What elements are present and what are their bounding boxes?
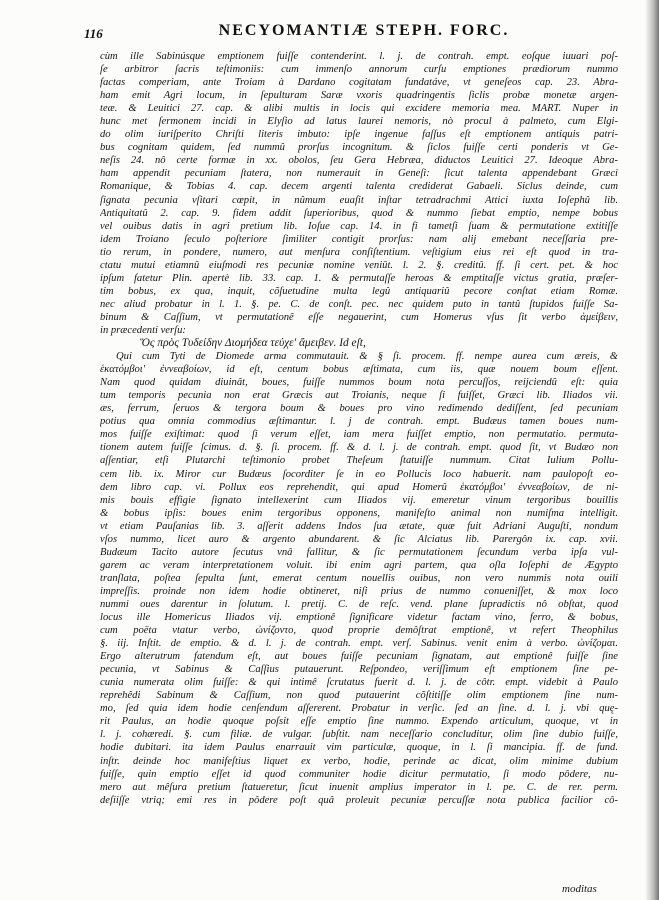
text-line: aſſentiar, etſi Plutarchi teſtimonio probet Theſeum ſtatuiſſe nummum. Citat Iulium Pollu- — [100, 455, 618, 467]
text-line: factas comperiam, ante Troiam à Dardano cogitatam fundatáve, vt geneſeos cap. 23. Abra- — [100, 77, 618, 89]
text-line: ſe arbitror ſacris teſtimoniis: cum immenſo annorum curſu emptiones prædiorum nummo — [100, 64, 618, 76]
text-line: ipſum fatetur Plin. apertè lib. 33. cap. 1. & permutaſſe heroas & emptitaſſe victus gratia, præſer- — [100, 272, 618, 284]
text-line: cum poëta vtatur verbo, ὠνίζοντο, quod proprie demôſtrat emptionê, vt refert Theophilus — [100, 625, 618, 637]
catchword: moditas — [562, 883, 597, 895]
text-line: impreſſis. proinde non idem hodie obtineret, niſi prius de nummo conueniſſet, & mox loco — [100, 585, 618, 597]
text-line: Antiquitatû 2. cap. 9. fidem addit ſuperioribus, quod & nummo ſiebat emptio, nempe bobus — [100, 207, 618, 219]
text-line: l. j. cohæredi. §. cum filiæ. de vulgar. ſubſtit. nam neceſſario concluditur, olim ſine dubio fuiſſe, — [100, 729, 618, 741]
text-line: locus ille Homericus Iliados vij. emptionê ſignificare videtur factam vino, ferro, & bobus, — [100, 612, 618, 624]
text-line: teæ. & Leuitici 27. cap. & alibi multis in locis qui excidere memoria mea. MART. Nuper in — [100, 103, 618, 115]
text-line: §. iij. Inſtit. de emptio. & d. l. j. de contrah. empt. verſ. Sabinus. venit enim à verbo. ὠνίζομαι. — [100, 638, 618, 650]
text-line: Qui cum Tyti de Diomede arma commutauit. & § ſi. procem. ff. nempe aurea cum æreis, & — [116, 351, 618, 363]
text-line: & bobus ipſis: boues enim tergoribus opponens, manifeſto animal non numiſma intelligit. — [100, 507, 618, 519]
text-line: vt etiam Pauſanias lib. 3. aſſerit addens Indos ſua ætate, quæ fuit Adriani Auguſti, nondum — [100, 520, 618, 532]
text-line: binum & Caſſium, vt permutationê eſſe negauerint, cum Homerus vſus ſit verbo ἀμείβειν, — [100, 311, 618, 323]
text-line: mo, ſed quia idem hodie cenſendum aſſererent. Probatur in verſic. ſed an ſine. d. l. j. vbi quę- — [100, 703, 618, 715]
running-title: NECYOMANTIÆ STEPH. FORC. — [218, 22, 510, 39]
text-line: pecunia, vt Sabinus & Caſſius putauerunt. Reſpondeo, veriſſimum eſt emptionem ſine pe- — [100, 664, 618, 676]
page-number: 116 — [84, 26, 103, 41]
text-line: Budæum Tacito autore ſecutus vnâ fallitur, & ſic permutationem ſecundum verba ipſa vul- — [100, 546, 618, 558]
text-line: nummi oues darentur in ſolutum. l. pretij. C. de reſc. vend. plane ſupradictis nô obſtat, quod — [100, 598, 618, 610]
text-line: hunc met ſermonem incidi in Elyſio ad latus laurei nemoris, nò procul à palmeto, cum Elgi- — [100, 116, 618, 128]
text-line: in præcedenti verſu: — [100, 324, 186, 336]
text-line: tionem autem fuiſſe ſcimus. d. §. ſi. procem. ff. & d. l. j. de contrah. empt. quod ſit, vt Budæo non — [100, 442, 618, 454]
text-line: mos fuiſſe exiſtimat: quod ſi verum eſſet, iam mera fuiſſet emptio, non permutatio. permuta- — [100, 429, 618, 441]
text-line: Nam quod quidam diuinât, boues, fuiſſe nummos boum nota percuſſos, reijciendû eſt: quia — [100, 377, 618, 389]
text-line: fuiſſe, quin emptio eſſet id quod communiter hodie dicitur permutatio, ſi modo pôdere, nu- — [100, 768, 618, 780]
text-line: ἑκατόμβοι' ἐννεαβοίων, id eſt, centum bobus æſtimata, cum iis, quæ nouem boum eſſent. — [100, 364, 618, 376]
text-line: æs, ferrum, ſeruos & tergora boum & boues pro vino redimendo dediſſent, ſed pecuniam — [100, 403, 618, 415]
running-head — [84, 22, 604, 46]
text-line: tio rerum, in pondere, numero, aut menſura conſiſtentium. veſtigium eius rei eſt quod in tra- — [100, 246, 618, 258]
text-line: deſiiſſe vtriq; emi res in pôdere poſt quâ proleuit pecuniæ percuſſæ nota publica facilior cô- — [100, 794, 618, 806]
text-line: tranſlata, poſtea ſepulta ſunt, emerat centum nouellis ouibus, non vero nummis nota ouili — [100, 572, 618, 584]
text-line: potius qua omnia commodius æſtimantur. l. j de contrah. empt. Budæus tamen boues num- — [100, 416, 618, 428]
text-line: Ergo alterutrum fatendum eſt, aut boues fuiſſe pecuniam ſignatam, aut emptionê fuiſſe ſine — [100, 651, 618, 663]
text-line: Ὅς πρὸς Τυδείδην Διομήδεα τεύχε' ἄμειβεν. Id eſt, — [140, 337, 366, 350]
page-edge-shadow — [645, 0, 659, 900]
text-line: inſtr. deinde hoc manifeſtius liquet ex verbo, hodie, perinde ac dicat, olim minime dubium — [100, 755, 618, 767]
text-line: bus cognitam quidem, ſed nummû prorſus incognitum. & ſiclos fuiſſe certi ponderis vt Ge- — [100, 142, 618, 154]
text-line: cùm ille Sabinúsque emptionem fuiſſe contenderint. l. j. de contrah. empt. eoſque iuuari poſ- — [100, 51, 618, 62]
text-line: vel ouibus datis in agri pretium lib. Ioſue cap. 14. in fi tametſi ſuam & permutatione extitiſſe — [100, 220, 618, 232]
text-line: ctatu mutui etiamnû eiuſmodi res pecuniæ nomine veniût. l. 2. §. creditû. ff. ſi cert. pet. & hoc — [100, 259, 618, 271]
text-line: Romanique, & Tobias 4. cap. decem argenti talenta crediderat Gabaeli. Siclus deinde, cum — [100, 181, 618, 193]
text-line: vſos nummo, licet auro & argento abundarent. & ſic Alciatus lib. Parergôn ix. cap. xvii. — [100, 533, 618, 545]
text-line: tim bobus, ex qua, inquit, cõſuetudine multa legû antiquariû pecore conſtat etiam Romæ. — [100, 285, 618, 297]
text-line: cem lib. ix. Miror cur Budæus ſocorditer ſe in eo Pollucis loco habuerit. nam paulopoſt eo- — [100, 468, 618, 480]
text-line: neſis 24. nô certe formæ in xx. obolos, ſeu Gera Hebræa, diductos Leuitici 27. Ideoque Abra- — [100, 155, 618, 167]
text-line: reprehêdi Sabinum & Caſſium, non quod putauerint cõſtitiſſe olim emptionem ſine num- — [100, 690, 618, 702]
text-line: ham appendit pecuniam ſtatera, non numerauit in Geneſi: ſicut talenta appendebant Græci — [100, 168, 618, 180]
text-line: mero aut mêſura pretium ſtatueretur, ſicut inuenit amplius imperator in l. pe. C. de rer. perm. — [100, 781, 618, 793]
text-line: idem Troiano ſeculo poſteriore ſimiliter contigit prorſus: nam alij emebant neceſſaria pre- — [100, 233, 618, 245]
text-line: garem ac veram interpretationem voluit. ibi enim agri partem, qua oſla Ioſephi de Ægypto — [100, 559, 618, 571]
text-line: tum temporis pecunia non erat Græcis aut Troianis, neque ſi fuiſſet, Græci lib. Iliados vii. — [100, 390, 618, 402]
text-line: rit Paulus, an hodie quoque poſsit eſſe emptio ſine nummo. Expendo articulum, quoque, vt in — [100, 716, 618, 728]
text-line: dem libro cap. vi. Pollux eos reprehendit, qui apud Homerû ἑκατόμβοι' ἐννεαβοίων, de ni- — [100, 481, 618, 493]
text-line: nec aliud probatur in l. 1. §. pe. C. de conſt. pec. nec quidem puto in tantû ſtupidos fuiſſe Sa- — [100, 298, 618, 310]
text-line: mis bouis effigie ſignato intellexerint cum Iliados vij. emeretur vinum tergoribus bouillis — [100, 494, 618, 506]
body-text — [100, 50, 618, 807]
text-line: ſignata pecunia vſitari cœpit, in nûmum euaſit inſtar tetradrachmi Attici iuxta Ioſephû lib. — [100, 194, 618, 206]
text-line: do olim iuriſperito Chriſti literis imbuto: ipſe ingenue faſſus eſt emptionem antiquis patri- — [100, 129, 618, 141]
text-line: cunia numerata olim fuiſſe: & qui intimê ſcrutatus fuerit d. l. j. de côtr. empt. videbit à Paulo — [100, 677, 618, 689]
text-line: ham emit Agri locum, in ſepulturam Saræ vxoris quadringentis ſiclis probæ monetæ argen- — [100, 90, 618, 102]
text-line: hodie dubitari. ita idem Paulus enarrauit vim particulæ, quoque, in l. ſi mancipia. ff. de fund. — [100, 742, 618, 754]
